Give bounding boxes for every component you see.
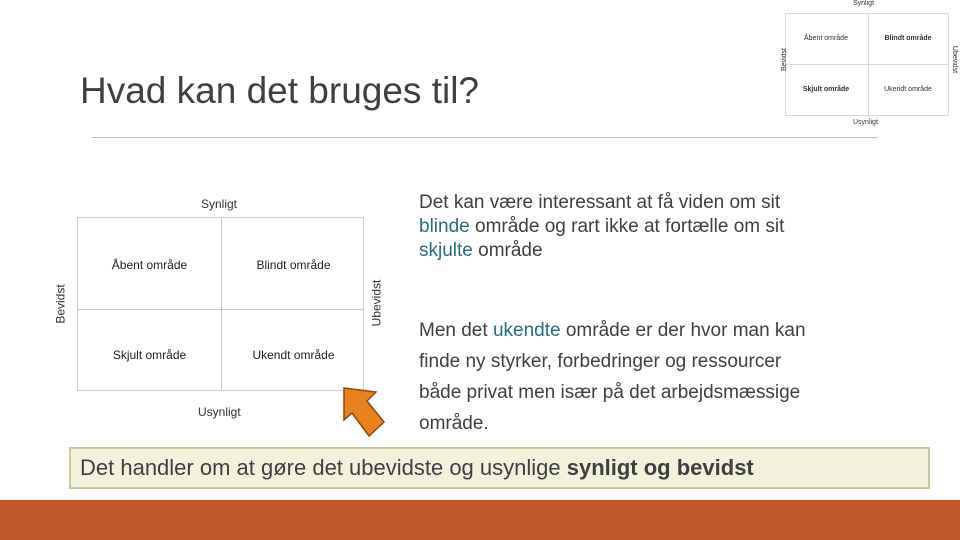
- callout-text: Det handler om at gøre det ubevidste og usynlige: [80, 455, 567, 480]
- label-right: Ubevidst: [369, 279, 384, 327]
- mini-label-bottom: Usynligt: [853, 119, 878, 126]
- callout-box: [69, 447, 930, 489]
- p2-line-2: finde ny styrker, forbedringer og ressourcer: [419, 351, 782, 372]
- p2-line-4: område.: [419, 413, 489, 434]
- mini-cell-open: Åbent område: [804, 35, 848, 42]
- highlight-ukendte: ukendte: [492, 320, 561, 341]
- mini-grid: [785, 13, 949, 116]
- p2-line-1: [419, 315, 919, 346]
- mini-johari-window: [776, 0, 960, 130]
- p1-line-3: [419, 239, 919, 263]
- grid-hline: [78, 309, 363, 310]
- callout-bold: synligt og bevidst: [566, 455, 754, 480]
- cell-blind: Blindt område: [256, 258, 331, 272]
- mini-label-top: Synligt: [853, 0, 875, 7]
- footer-bar: [0, 500, 960, 540]
- p1-line-2: [419, 215, 919, 239]
- cell-unknown: Ukendt område: [252, 348, 335, 362]
- p1-line-1: Det kan være interessant at få viden om sit: [419, 192, 781, 213]
- cell-hidden: Skjult område: [112, 348, 187, 362]
- title-divider: [92, 137, 878, 138]
- arrow-icon: [336, 384, 388, 444]
- p2-line-3: både privat men især på det arbejdsmæssige: [419, 382, 801, 403]
- mini-cell-unknown: Ukendt område: [884, 86, 932, 93]
- johari-grid: [77, 217, 364, 391]
- highlight-blinde: blinde: [419, 216, 470, 237]
- p1-line-2-rest: område og rart ikke at fortælle om sit: [469, 216, 785, 237]
- mini-cell-hidden: Skjult område: [802, 86, 850, 93]
- mini-label-left: Bevidst: [780, 48, 788, 71]
- paragraph-2: [419, 315, 919, 439]
- label-top: Synligt: [201, 197, 238, 211]
- mini-label-right: Ubevidst: [951, 45, 959, 74]
- label-left: Bevidst: [53, 284, 68, 324]
- mini-cell-blind: Blindt område: [884, 35, 932, 42]
- p2-line-1-pre: Men det: [419, 320, 493, 341]
- highlight-skjulte: skjulte: [419, 240, 473, 261]
- p2-line-1-rest: område er der hvor man kan: [560, 320, 806, 341]
- mini-grid-hline: [786, 64, 948, 65]
- slide-title: Hvad kan det bruges til?: [80, 70, 480, 111]
- label-bottom: Usynligt: [198, 405, 241, 419]
- paragraph-1: [419, 191, 919, 263]
- cell-open: Åbent område: [111, 258, 188, 272]
- grid-vline: [221, 218, 222, 390]
- p1-line-3-rest: område: [472, 240, 543, 261]
